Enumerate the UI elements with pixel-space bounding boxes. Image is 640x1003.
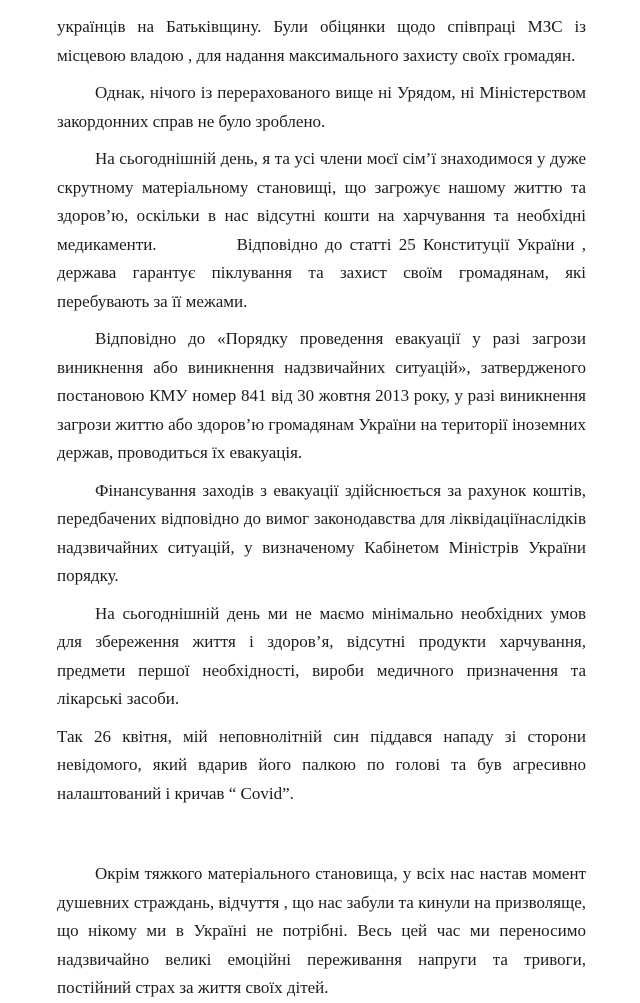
paragraph: Відповідно до «Порядку проведення евакуації у разі загрози виникнення або виникнення надзвичайних ситуацій», затвердженого постановою КМУ номер 841 від 30 жовтня 2013 року, у разі виникнення загрози життю або здоров’ю громадянам України на території іноземних держав, проводиться їх евакуація. [57, 329, 586, 462]
paragraph: Окрім тяжкого матеріального становища, у всіх нас настав момент душевних страждань, відчуття , що нас забули та кинули на призволяще, що нікому ми в Україні не потрібні. Весь цей час ми переносимо надзвичайно великі емоційні переживання напруги та тривоги, постійний страх за життя своїх дітей. [57, 864, 586, 997]
paragraph: На сьогоднішній день ми не маємо мінімально необхідних умов для збереження життя і здоров’я, відсутні продукти харчування, предмети першої необхідності, вироби медичного призначення та лікарські засоби. [57, 603, 586, 708]
paragraph: Однак, нічого із перерахованого вище ні Урядом, ні Міністерством закордонних справ не було зроблено. [57, 83, 586, 131]
paragraph: Так 26 квітня, мій неповнолітній син піддався нападу зі сторони невідомого, який вдарив його палкою по голові та був агресивно налаштований і кричав “ Covid”. [57, 726, 586, 803]
paragraph-continuation: українців на Батьківщину. Були обіцянки щодо співпраці МЗС із місцевою владою , для надання максимального захисту своїх громадян. [57, 17, 586, 65]
paragraph: На сьогоднішній день, я та усі члени моєї сім’ї знаходимося у дуже скрутному матеріальному становищі, що загрожує нашому життю та здоров’ю, оскільки в нас відсутні кошти на харчування та необхідні медикаменти. Відповідно до статті 25 Конституції України , держава гарантує піклування та захист своїм громадянам, які перебувають за її межами. [57, 149, 586, 311]
paragraph: Фінансування заходів з евакуації здійснюється за рахунок коштів, передбачених відповідно до вимог законодавства для ліквідаціїнаслідків надзвичайних ситуацій, у визначеному Кабінетом Міністрів України порядку. [57, 480, 586, 585]
